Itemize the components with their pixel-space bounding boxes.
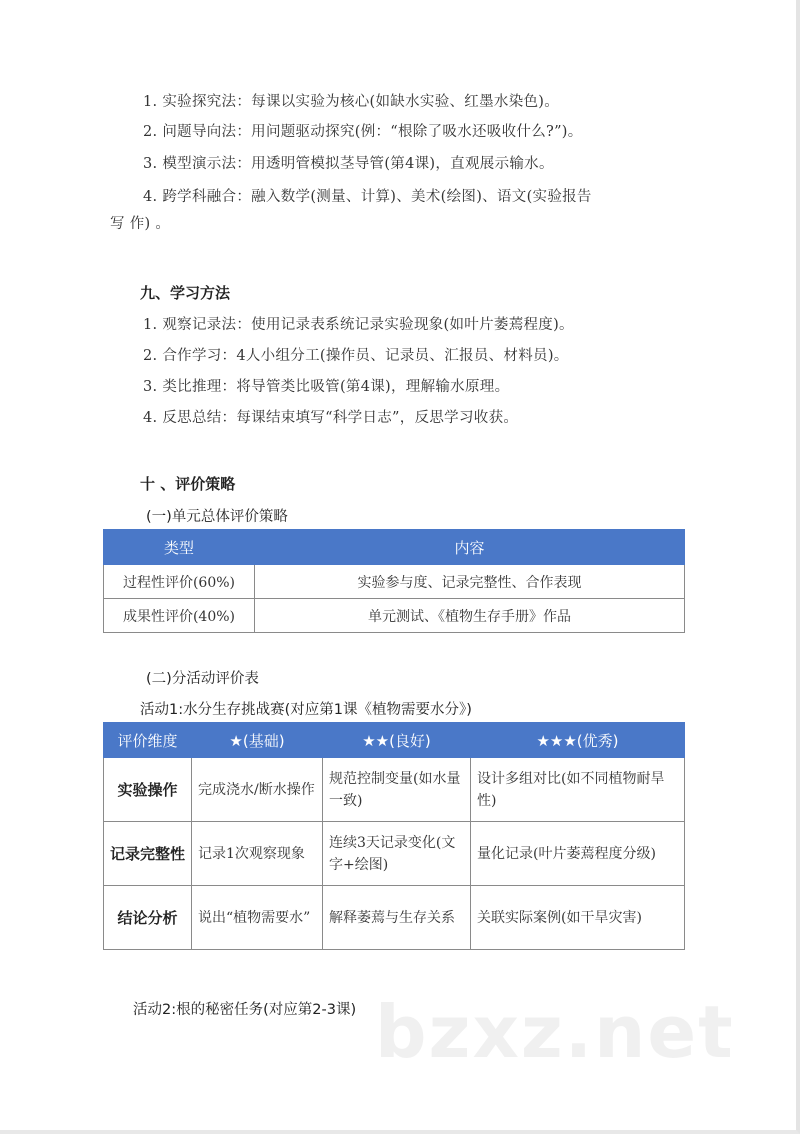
cell-good: 解释萎蔫与生存关系: [323, 886, 471, 950]
cell-excellent: 设计多组对比(如不同植物耐旱性): [471, 758, 685, 822]
table-row: [104, 886, 685, 950]
table-row: [104, 599, 685, 633]
subsection-1-title: (一)单元总体评价策略: [146, 509, 288, 525]
cell-content: 实验参与度、记录完整性、合作表现: [255, 565, 685, 599]
teaching-method-1: 1. 实验探究法：每课以实验为核心(如缺水实验、红墨水染色)。: [143, 94, 560, 110]
learning-method-4: 4. 反思总结：每课结束填写“科学日志”，反思学习收获。: [143, 410, 519, 426]
section-10-title: 十 、评价策略: [140, 475, 236, 493]
cell-excellent: 关联实际案例(如干旱灾害): [471, 886, 685, 950]
header-dimension: 评价维度: [104, 723, 192, 758]
subsection-2-title: (二)分活动评价表: [146, 671, 259, 687]
cell-good: 规范控制变量(如水量一致): [323, 758, 471, 822]
activity-1-evaluation-table: [103, 722, 685, 950]
cell-dimension: 结论分析: [104, 886, 192, 950]
learning-method-3: 3. 类比推理：将导管类比吸管(第4课)，理解输水原理。: [143, 379, 510, 395]
cell-basic: 记录1次观察现象: [192, 822, 323, 886]
learning-method-2: 2. 合作学习：4人小组分工(操作员、记录员、汇报员、材料员)。: [143, 348, 569, 364]
section-9-title: 九、学习方法: [140, 284, 231, 302]
activity-1-title: 活动1:水分生存挑战赛(对应第1课《植物需要水分》): [140, 702, 472, 718]
cell-dimension: 实验操作: [104, 758, 192, 822]
table-header-row: [104, 723, 685, 758]
header-content: 内容: [255, 530, 685, 565]
table-row: [104, 822, 685, 886]
header-basic: ★(基础): [192, 723, 323, 758]
header-excellent: ★★★(优秀): [471, 723, 685, 758]
cell-excellent: 量化记录(叶片萎蔫程度分级): [471, 822, 685, 886]
overall-evaluation-table: [103, 529, 685, 633]
teaching-method-4: 4. 跨学科融合：融入数学(测量、计算)、美术(绘图)、语文(实验报告: [143, 189, 592, 205]
cell-basic: 说出“植物需要水”: [192, 886, 323, 950]
header-type: 类型: [104, 530, 255, 565]
cell-content: 单元测试、《植物生存手册》作品: [255, 599, 685, 633]
teaching-method-4-cont: 写 作) 。: [110, 216, 171, 232]
cell-dimension: 记录完整性: [104, 822, 192, 886]
teaching-method-3: 3. 模型演示法：用透明管模拟茎导管(第4课)，直观展示输水。: [143, 156, 554, 172]
cell-type: 过程性评价(60%): [104, 565, 255, 599]
table-row: [104, 565, 685, 599]
watermark: bzxz.net: [375, 990, 735, 1074]
teaching-method-2: 2. 问题导向法：用问题驱动探究(例：“根除了吸水还吸收什么?”)。: [143, 124, 583, 140]
cell-good: 连续3天记录变化(文字+绘图): [323, 822, 471, 886]
cell-basic: 完成浇水/断水操作: [192, 758, 323, 822]
table-header-row: [104, 530, 685, 565]
learning-method-1: 1. 观察记录法：使用记录表系统记录实验现象(如叶片萎蔫程度)。: [143, 317, 574, 333]
activity-2-title: 活动2:根的秘密任务(对应第2-3课): [133, 1002, 357, 1018]
table-row: [104, 758, 685, 822]
header-good: ★★(良好): [323, 723, 471, 758]
cell-type: 成果性评价(40%): [104, 599, 255, 633]
